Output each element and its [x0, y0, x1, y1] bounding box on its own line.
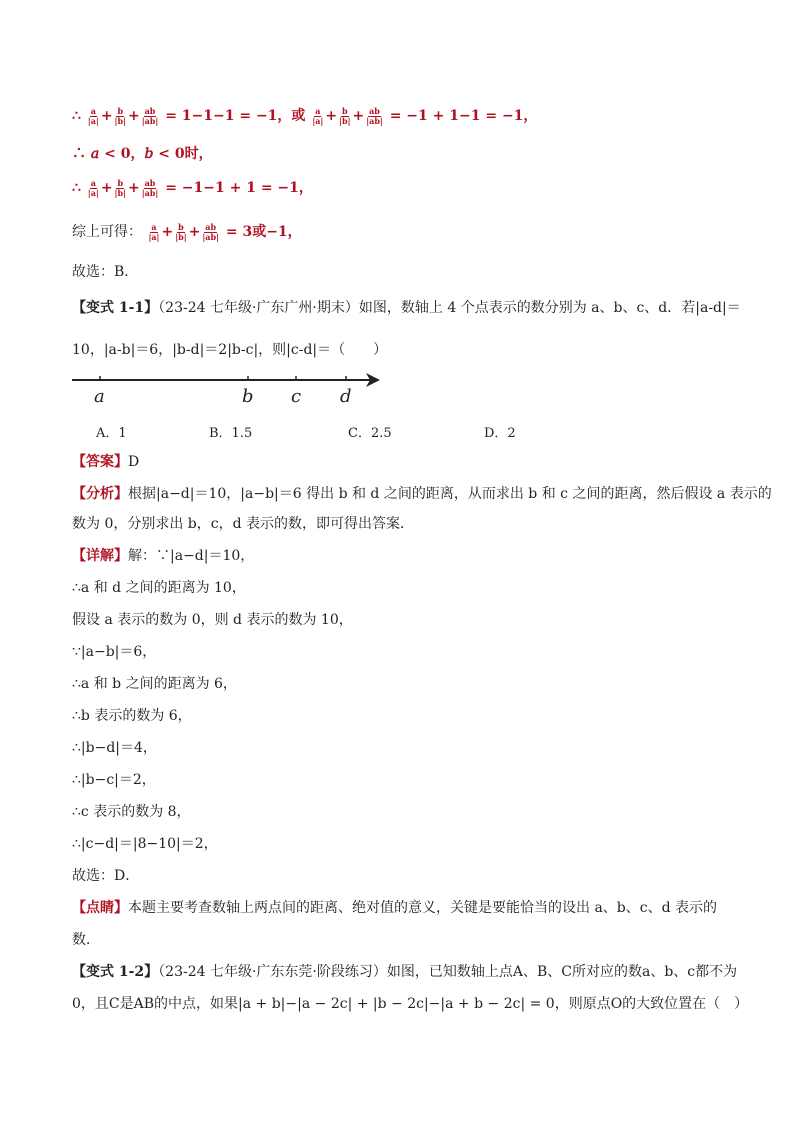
- comment-line-1: 【点睛】本题主要考查数轴上两点间的距离、绝对值的意义，关键是要能恰当的设出 a、b、c、d 表示的: [72, 900, 718, 916]
- detail-step: ∴c 表示的数为 8，: [72, 804, 191, 820]
- point-label-d: d: [340, 386, 352, 407]
- analysis-line-2: 数为 0，分别求出 b，c，d 表示的数，即可得出答案．: [72, 516, 415, 532]
- question-1-2-line-1: 【变式 1-2】（23-24 七年级·广东东莞·阶段练习）如图，已知数轴上点A、B、C所对应的数a、b、c都不为: [72, 964, 738, 980]
- option-b: B．1.5: [209, 426, 253, 441]
- question-1-1-line-2: 10，|a-b|＝6，|b-d|＝2|b-c|，则|c-d|＝（ ）: [72, 342, 388, 358]
- detail-step: ∴a 和 b 之间的距离为 6，: [72, 676, 237, 692]
- question-tag: 【变式 1-2】: [72, 964, 159, 980]
- solution-line-3: ∴ $\frac{a}{|a|}$ + $\frac{b}{|b|}$ + $\frac{ab}{|ab|}$ = −1−1 + 1 = −1，: [72, 177, 313, 198]
- detail-step: ∴|c−d|＝|8−10|＝2，: [72, 836, 218, 852]
- fraction-b: $\frac{b}{|b|}$: [114, 105, 126, 126]
- analysis-tag: 【分析】: [72, 486, 128, 502]
- question-1-1-line-1: 【变式 1-1】（23-24 七年级·广东广州·期末）如图，数轴上 4 个点表示的数分别为 a、b、c、d．若|a-d|＝: [72, 300, 741, 316]
- detail-step: ∴|b−c|＝2，: [72, 772, 156, 788]
- question-source: （23-24 七年级·广东广州·期末）: [158, 300, 359, 316]
- point-label-b: b: [242, 386, 254, 407]
- detail-tag: 【详解】: [72, 548, 128, 564]
- solution-choice: 故选：B．: [72, 264, 139, 280]
- detail-choice: 故选：D．: [72, 868, 140, 884]
- option-d: D．2: [484, 426, 516, 441]
- question-tag: 【变式 1-1】: [72, 300, 159, 316]
- detail-step: ∴b 表示的数为 6，: [72, 708, 192, 724]
- detail-step: 假设 a 表示的数为 0，则 d 表示的数为 10，: [72, 612, 353, 628]
- detail-step: ∴a 和 d 之间的距离为 10，: [72, 580, 246, 596]
- solution-line-1: ∴ $\frac{a}{|a|}$ + $\frac{b}{|b|}$ + $\frac{ab}{|ab|}$ = 1−1−1 = −1，或 $\frac{a}{|a|}$ + $\frac{b}{|b|}$ + $\frac{ab}{|ab|}$ = −1 + 1−1 = −1，: [72, 105, 538, 126]
- answer-value: D: [128, 454, 140, 470]
- solution-line-2: ∴ 𝑎 < 0，𝑏 < 0时，: [72, 146, 213, 162]
- point-label-a: a: [94, 386, 105, 407]
- question-source: （23-24 七年级·广东东莞·阶段练习）: [158, 964, 387, 980]
- therefore-symbol: ∴: [72, 108, 81, 124]
- answer-line: [72, 452, 139, 472]
- detail-step: ∴|b−d|＝4，: [72, 740, 157, 756]
- fraction-a: $\frac{a}{|a|}$: [87, 105, 99, 126]
- point-label-c: c: [291, 386, 302, 407]
- fraction-ab: $\frac{ab}{|ab|}$: [141, 105, 159, 126]
- solution-line-4: 综上可得： $\frac{a}{|a|}$ + $\frac{b}{|b|}$ + $\frac{ab}{|ab|}$ = 3或−1，: [72, 221, 302, 242]
- option-c: C．2.5: [348, 426, 392, 441]
- analysis-line-1: 【分析】根据|a−d|＝10，|a−b|＝6 得出 b 和 d 之间的距离，从而求出 b 和 c 之间的距离，然后假设 a 表示的: [72, 486, 772, 502]
- number-line-figure: [70, 366, 390, 412]
- question-1-2-line-2: 0，且C是AB的中点，如果|a + b|−|a − 2c| + |b − 2c|−|a + b − 2c| = 0，则原点O的大致位置在（ ）: [72, 996, 749, 1012]
- detail-step: ∵|a−b|＝6，: [72, 644, 157, 660]
- comment-tag: 【点睛】: [72, 900, 128, 916]
- comment-line-2: 数．: [72, 932, 100, 948]
- detail-line-1: 【详解】解：∵|a−d|＝10，: [72, 548, 255, 564]
- option-a: A．1: [96, 426, 127, 441]
- answer-tag: 【答案】: [72, 454, 128, 470]
